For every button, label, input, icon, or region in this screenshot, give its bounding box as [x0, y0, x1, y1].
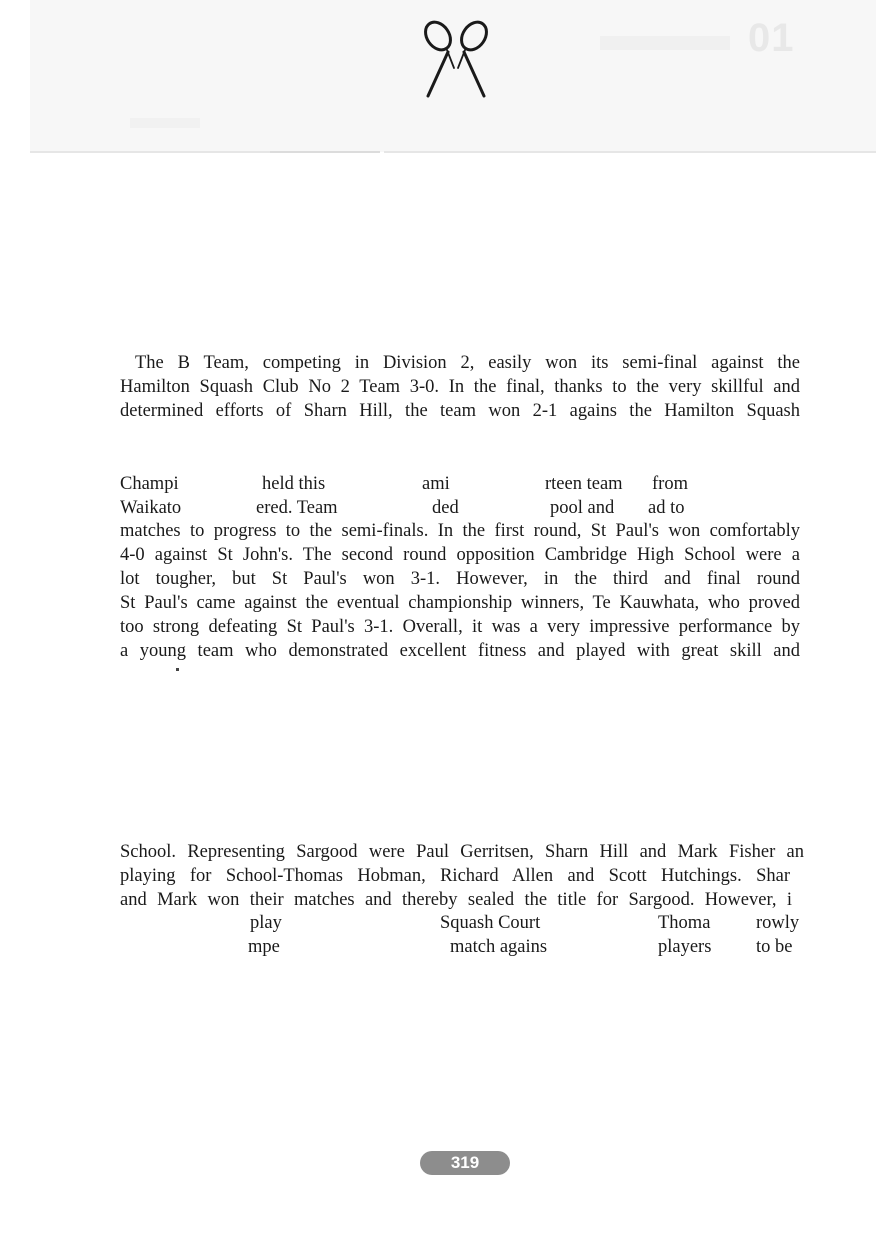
text-fragment: play	[250, 913, 282, 933]
header-rule-accent	[270, 151, 380, 153]
text-fragment: Waikato	[120, 498, 182, 518]
text-fragment: match agains	[450, 937, 548, 957]
text-fragment: pool and	[550, 498, 615, 518]
header-rule-right	[384, 151, 876, 153]
header-ghost-text	[600, 36, 730, 50]
text-line: determined efforts of Sharn Hill, the team won 2-1 agains the Hamilton Squash	[120, 401, 800, 421]
text-fragment: Squash Court	[440, 913, 541, 933]
text-fragment: players	[658, 937, 712, 957]
chapter-number: 01	[748, 16, 795, 60]
stray-mark	[176, 668, 179, 671]
crossed-squash-rackets-icon	[414, 16, 498, 100]
text-fragment: ami	[422, 474, 450, 494]
text-fragment: ded	[432, 498, 459, 518]
page-number-badge: 319	[420, 1151, 510, 1175]
text-fragment: held this	[262, 474, 326, 494]
text-line: The B Team, competing in Division 2, easily won its semi-final against the	[135, 353, 800, 373]
text-line: playing for School-Thomas Hobman, Richard Allen and Scott Hutchings. Shar	[120, 866, 790, 886]
text-line: a young team who demonstrated excellent fitness and played with great skill and	[120, 641, 800, 661]
text-line: and Mark won their matches and thereby sealed the title for Sargood. However, i	[120, 890, 792, 910]
text-line: 4-0 against St John's. The second round opposition Cambridge High School were a	[120, 545, 800, 565]
text-line: matches to progress to the semi-finals. In the first round, St Paul's won comfortably	[120, 521, 800, 541]
text-fragment: to be	[756, 937, 793, 957]
text-line: too strong defeating St Paul's 3-1. Overall, it was a very impressive performance by	[120, 617, 800, 637]
text-line: St Paul's came against the eventual championship winners, Te Kauwhata, who proved	[120, 593, 800, 613]
text-line: lot tougher, but St Paul's won 3-1. However, in the third and final round	[120, 569, 800, 589]
header-ghost-text	[130, 118, 200, 128]
text-fragment: mpe	[248, 937, 280, 957]
text-fragment: Thoma	[658, 913, 711, 933]
text-fragment: from	[652, 474, 688, 494]
text-fragment: rteen team	[545, 474, 623, 494]
text-fragment: rowly	[756, 913, 800, 933]
header-rule-left	[30, 151, 270, 153]
text-fragment: ad to	[648, 498, 685, 518]
text-fragment: ered. Team	[256, 498, 338, 518]
text-fragment: Champi	[120, 474, 179, 494]
text-line: Hamilton Squash Club No 2 Team 3-0. In the final, thanks to the very skillful and	[120, 377, 800, 397]
text-line: School. Representing Sargood were Paul Gerritsen, Sharn Hill and Mark Fisher an	[120, 842, 804, 862]
